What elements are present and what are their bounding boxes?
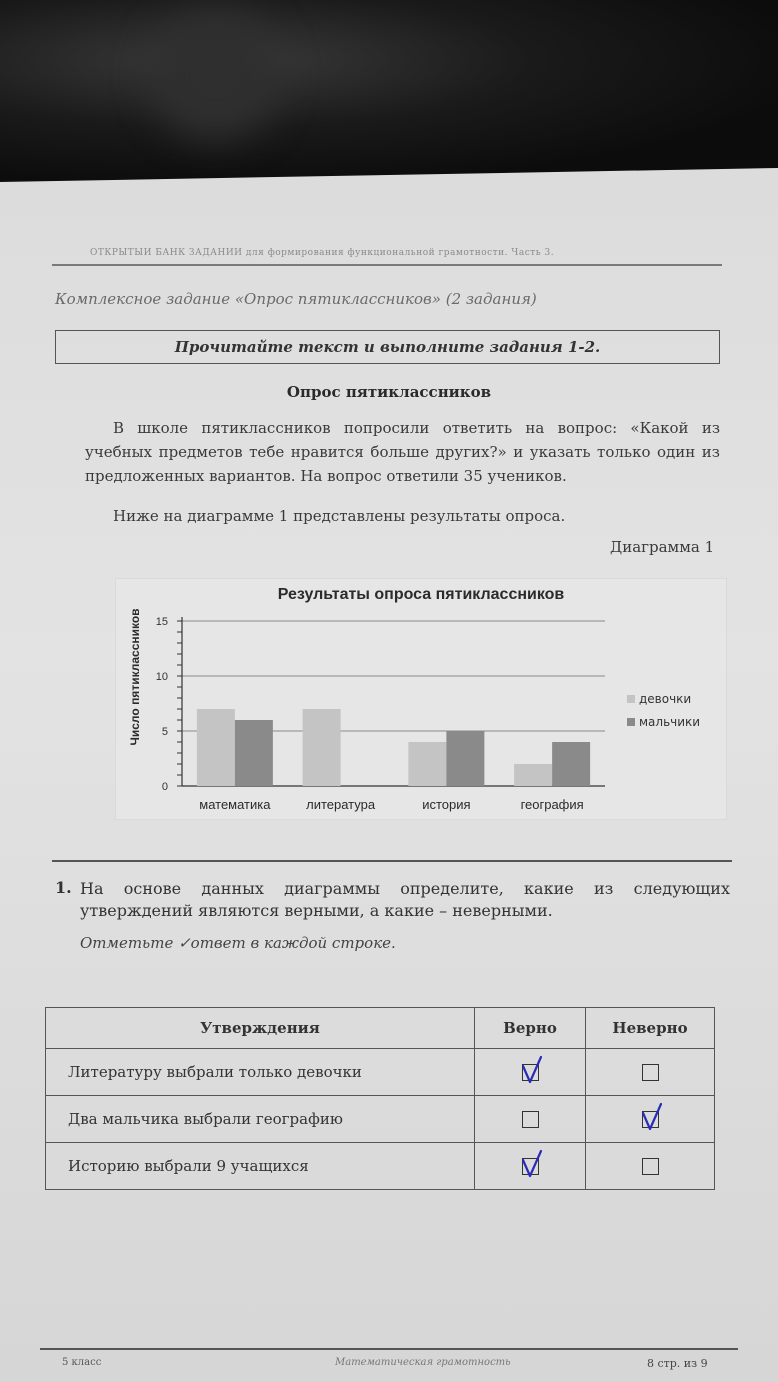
footer-page: 8 стр. из 9 <box>647 1357 708 1370</box>
x-tick-label: математика <box>199 797 271 812</box>
background-blur <box>150 10 280 140</box>
bar-boys-3 <box>446 731 484 786</box>
legend-label-girls: девочки <box>639 692 692 706</box>
header-rule <box>52 264 722 266</box>
task-title: Комплексное задание «Опрос пятиклассников» (2 задания) <box>55 290 537 308</box>
bar-girls-1 <box>197 709 235 786</box>
statement-text: Литературу выбрали только девочки <box>46 1049 475 1096</box>
checkbox-true-row-3[interactable] <box>522 1158 539 1175</box>
x-tick-label: литература <box>306 797 376 812</box>
statement-text: Два мальчика выбрали географию <box>46 1096 475 1143</box>
header-statement: Утверждения <box>46 1008 475 1049</box>
checkbox-true-row-2[interactable] <box>522 1111 539 1128</box>
table-row <box>46 1143 715 1190</box>
instruction-box <box>55 330 720 364</box>
statement-text: Историю выбрали 9 учащихся <box>46 1143 475 1190</box>
checkbox-false-row-2[interactable] <box>642 1111 659 1128</box>
legend-item-girls <box>627 692 700 706</box>
x-tick-label: география <box>520 797 584 812</box>
legend-swatch-boys <box>627 718 635 726</box>
section-rule <box>52 860 732 862</box>
table-row <box>46 1096 715 1143</box>
bar-girls-2 <box>303 709 341 786</box>
text-title: Опрос пятиклассников <box>286 383 492 401</box>
statements-table <box>45 1007 715 1190</box>
bar-boys-1 <box>235 720 273 786</box>
chart-legend <box>627 692 700 738</box>
paragraph-1: В школе пятиклассников попросили ответить на вопрос: «Какой из учебных предметов тебе нравится больше других?» и указать только один из предложенных вариантов. На вопрос ответили 35 учеников. <box>85 419 720 485</box>
paragraph-2: Ниже на диаграмме 1 представлены результаты опроса. <box>113 507 566 525</box>
legend-label-boys: мальчики <box>639 715 701 729</box>
table-header-row <box>46 1008 715 1049</box>
question-number: 1. <box>55 878 72 897</box>
footer-grade: 5 класс <box>62 1357 102 1368</box>
bar-boys-4 <box>552 742 590 786</box>
background-dark <box>0 0 778 180</box>
bar-girls-3 <box>408 742 446 786</box>
bar-girls-4 <box>514 764 552 786</box>
y-tick-label: 10 <box>155 671 168 683</box>
footer-subject: Математическая грамотность <box>335 1357 511 1368</box>
question-text: На основе данных диаграммы определите, какие из следующих утверждений являются верными, а какие – неверными. <box>80 879 730 920</box>
y-tick-label: 15 <box>155 616 168 628</box>
y-tick-label: 0 <box>161 781 168 793</box>
chart-title: Результаты опроса пятиклассников <box>277 586 565 603</box>
header-true: Верно <box>475 1008 586 1049</box>
legend-item-boys <box>627 715 700 729</box>
footer-rule <box>40 1348 738 1350</box>
chart-y-label: Число пятиклассников <box>128 608 142 746</box>
checkbox-false-row-3[interactable] <box>642 1158 659 1175</box>
header-false: Неверно <box>586 1008 715 1049</box>
y-tick-label: 5 <box>161 726 168 738</box>
checkbox-false-row-1[interactable] <box>642 1064 659 1081</box>
table-row <box>46 1049 715 1096</box>
x-tick-label: история <box>422 797 471 812</box>
checkbox-true-row-1[interactable] <box>522 1064 539 1081</box>
diagram-label: Диаграмма 1 <box>610 538 715 556</box>
question-note: Отметьте ✓ответ в каждой строке. <box>80 934 396 952</box>
running-head: ОТКРЫТЫЙ БАНК ЗАДАНИЙ для формирования функциональной грамотности. Часть 3. <box>90 248 555 258</box>
instruction-text: Прочитайте текст и выполните задания 1-2. <box>174 338 601 356</box>
bar-chart <box>115 578 727 820</box>
legend-swatch-girls <box>627 695 635 703</box>
